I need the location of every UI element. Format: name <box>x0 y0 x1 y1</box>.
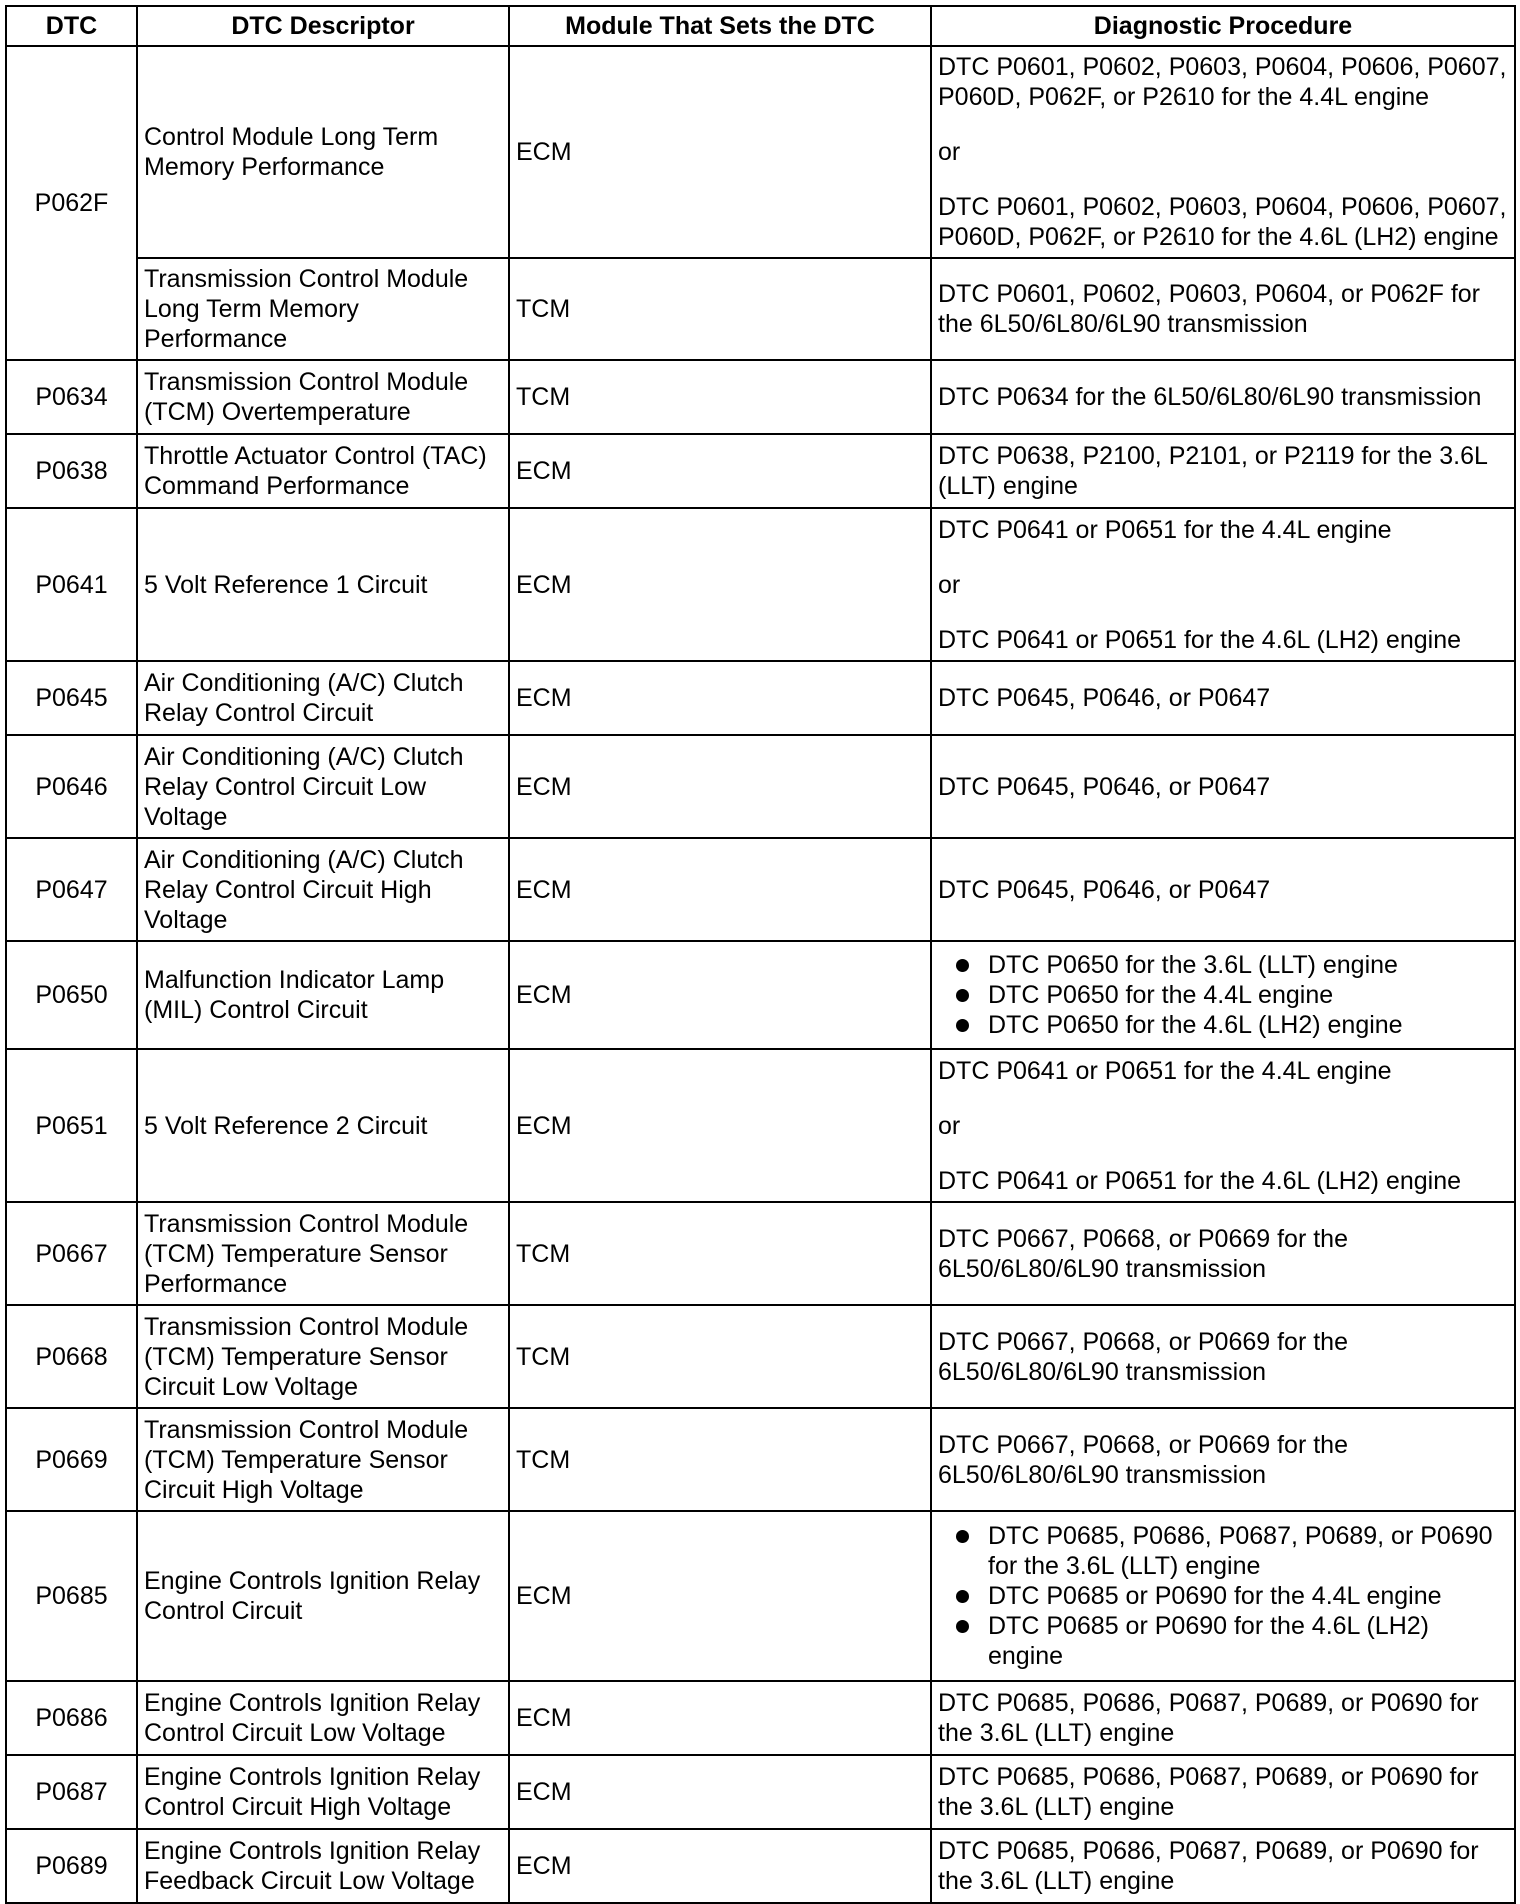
table-row <box>6 1305 1515 1408</box>
module-cell: ECM <box>509 661 931 735</box>
diagnostic-procedure-cell: DTC P0645, P0646, or P0647 <box>931 661 1515 735</box>
procedure-text: DTC P0601, P0602, P0603, P0604, P0606, P0607, P060D, P062F, or P2610 for the 4.6L (LH2) engine <box>938 193 1507 251</box>
dtc-descriptor-cell: Air Conditioning (A/C) Clutch Relay Control Circuit Low Voltage <box>137 735 509 838</box>
procedure-list-item <box>956 1010 1508 1040</box>
diagnostic-procedure-cell: DTC P0685, P0686, P0687, P0689, or P0690 for the 3.6L (LLT) engine <box>931 1829 1515 1903</box>
module-cell: TCM <box>509 1408 931 1511</box>
dtc-code-cell: P0668 <box>6 1305 137 1408</box>
dtc-code-cell: P0687 <box>6 1755 137 1829</box>
dtc-code-cell: P0651 <box>6 1049 137 1202</box>
dtc-code-cell: P0667 <box>6 1202 137 1305</box>
module-cell: ECM <box>509 508 931 661</box>
dtc-descriptor-cell: Air Conditioning (A/C) Clutch Relay Control Circuit <box>137 661 509 735</box>
dtc-descriptor-cell: Transmission Control Module Long Term Memory Performance <box>137 258 509 360</box>
procedure-bullet-list <box>938 1521 1508 1671</box>
procedure-list-text: DTC P0685 or P0690 for the 4.6L (LH2) engine <box>988 1612 1429 1670</box>
module-cell: ECM <box>509 838 931 941</box>
procedure-text: DTC P0641 or P0651 for the 4.6L (LH2) engine <box>938 1166 1461 1195</box>
bullet-icon <box>956 1590 969 1603</box>
procedure-or-separator: or <box>938 1111 961 1140</box>
dtc-code-cell: P0685 <box>6 1511 137 1681</box>
dtc-descriptor-cell: Transmission Control Module (TCM) Overtemperature <box>137 360 509 434</box>
table-row <box>6 1408 1515 1511</box>
procedure-list-item <box>956 1611 1508 1671</box>
procedure-list-text: DTC P0650 for the 4.4L engine <box>988 981 1334 1009</box>
table-row <box>6 1202 1515 1305</box>
dtc-code-cell: P062F <box>6 46 137 360</box>
procedure-list-text: DTC P0650 for the 3.6L (LLT) engine <box>988 951 1398 979</box>
diagnostic-procedure-cell: DTC P0601, P0602, P0603, P0604, or P062F for the 6L50/6L80/6L90 transmission <box>931 258 1515 360</box>
dtc-code-cell: P0634 <box>6 360 137 434</box>
diagnostic-procedure-cell: DTC P0685, P0686, P0687, P0689, or P0690 for the 3.6L (LLT) engine <box>931 1755 1515 1829</box>
module-cell: ECM <box>509 434 931 508</box>
table-row <box>6 258 1515 360</box>
procedure-list-item <box>956 1581 1508 1611</box>
bullet-icon <box>956 1530 969 1543</box>
procedure-list-text: DTC P0650 for the 4.6L (LH2) engine <box>988 1011 1403 1039</box>
diagnostic-procedure-cell <box>931 46 1515 258</box>
module-cell: TCM <box>509 1202 931 1305</box>
dtc-descriptor-cell: Engine Controls Ignition Relay Feedback Circuit Low Voltage <box>137 1829 509 1903</box>
table-row <box>6 46 1515 258</box>
module-cell: ECM <box>509 1511 931 1681</box>
dtc-descriptor-cell: Malfunction Indicator Lamp (MIL) Control Circuit <box>137 941 509 1049</box>
table-row <box>6 1511 1515 1681</box>
procedure-list-item <box>956 950 1508 980</box>
header-dtc: DTC <box>6 6 137 46</box>
module-cell: ECM <box>509 46 931 258</box>
table-row <box>6 1829 1515 1903</box>
procedure-or-separator: or <box>938 570 961 599</box>
diagnostic-procedure-cell: DTC P0667, P0668, or P0669 for the 6L50/6L80/6L90 transmission <box>931 1408 1515 1511</box>
procedure-list-item <box>956 1521 1508 1581</box>
bullet-icon <box>956 989 969 1002</box>
diagnostic-procedure-cell: DTC P0667, P0668, or P0669 for the 6L50/6L80/6L90 transmission <box>931 1202 1515 1305</box>
bullet-icon <box>956 959 969 972</box>
table-row <box>6 661 1515 735</box>
dtc-descriptor-cell: Control Module Long Term Memory Performance <box>137 46 509 258</box>
dtc-code-cell: P0638 <box>6 434 137 508</box>
procedure-or-separator: or <box>938 138 961 166</box>
dtc-code-cell: P0641 <box>6 508 137 661</box>
diagnostic-procedure-cell: DTC P0645, P0646, or P0647 <box>931 735 1515 838</box>
table-row <box>6 941 1515 1049</box>
dtc-descriptor-cell: Throttle Actuator Control (TAC) Command Performance <box>137 434 509 508</box>
table-row <box>6 838 1515 941</box>
diagnostic-procedure-cell <box>931 941 1515 1049</box>
dtc-descriptor-cell: Transmission Control Module (TCM) Temperature Sensor Circuit Low Voltage <box>137 1305 509 1408</box>
table-row <box>6 1049 1515 1202</box>
diagnostic-procedure-cell: DTC P0667, P0668, or P0669 for the 6L50/6L80/6L90 transmission <box>931 1305 1515 1408</box>
procedure-text: DTC P0601, P0602, P0603, P0604, P0606, P0607, P060D, P062F, or P2610 for the 4.4L engine <box>938 53 1507 111</box>
dtc-code-cell: P0669 <box>6 1408 137 1511</box>
bullet-icon <box>956 1620 969 1633</box>
diagnostic-procedure-cell: DTC P0645, P0646, or P0647 <box>931 838 1515 941</box>
dtc-descriptor-cell: 5 Volt Reference 1 Circuit <box>137 508 509 661</box>
module-cell: ECM <box>509 735 931 838</box>
dtc-code-cell: P0647 <box>6 838 137 941</box>
dtc-code-cell: P0645 <box>6 661 137 735</box>
dtc-descriptor-cell: Engine Controls Ignition Relay Control Circuit Low Voltage <box>137 1681 509 1755</box>
dtc-descriptor-cell: Transmission Control Module (TCM) Temperature Sensor Circuit High Voltage <box>137 1408 509 1511</box>
module-cell: ECM <box>509 1681 931 1755</box>
diagnostic-procedure-cell <box>931 1049 1515 1202</box>
dtc-descriptor-cell: Engine Controls Ignition Relay Control Circuit <box>137 1511 509 1681</box>
dtc-descriptor-cell: 5 Volt Reference 2 Circuit <box>137 1049 509 1202</box>
dtc-descriptor-cell: Air Conditioning (A/C) Clutch Relay Control Circuit High Voltage <box>137 838 509 941</box>
dtc-table <box>5 5 1516 1904</box>
diagnostic-procedure-cell <box>931 1511 1515 1681</box>
module-cell: TCM <box>509 1305 931 1408</box>
header-dtc-descriptor: DTC Descriptor <box>137 6 509 46</box>
diagnostic-procedure-cell: DTC P0634 for the 6L50/6L80/6L90 transmission <box>931 360 1515 434</box>
dtc-descriptor-cell: Engine Controls Ignition Relay Control Circuit High Voltage <box>137 1755 509 1829</box>
procedure-list-item <box>956 980 1508 1010</box>
procedure-text: DTC P0641 or P0651 for the 4.4L engine <box>938 515 1392 544</box>
module-cell: TCM <box>509 360 931 434</box>
table-body <box>6 46 1515 1903</box>
procedure-list-text: DTC P0685, P0686, P0687, P0689, or P0690 for the 3.6L (LLT) engine <box>988 1522 1493 1580</box>
dtc-code-cell: P0646 <box>6 735 137 838</box>
header-diagnostic-procedure: Diagnostic Procedure <box>931 6 1515 46</box>
diagnostic-procedure-cell: DTC P0685, P0686, P0687, P0689, or P0690 for the 3.6L (LLT) engine <box>931 1681 1515 1755</box>
dtc-code-cell: P0686 <box>6 1681 137 1755</box>
dtc-code-cell: P0689 <box>6 1829 137 1903</box>
header-row <box>6 6 1515 46</box>
diagnostic-procedure-cell <box>931 508 1515 661</box>
table-row <box>6 1755 1515 1829</box>
module-cell: ECM <box>509 1049 931 1202</box>
bullet-icon <box>956 1019 969 1032</box>
procedure-bullet-list <box>938 950 1508 1040</box>
dtc-code-cell: P0650 <box>6 941 137 1049</box>
module-cell: ECM <box>509 1755 931 1829</box>
dtc-descriptor-cell: Transmission Control Module (TCM) Temperature Sensor Performance <box>137 1202 509 1305</box>
procedure-list-text: DTC P0685 or P0690 for the 4.4L engine <box>988 1582 1442 1610</box>
diagnostic-procedure-cell: DTC P0638, P2100, P2101, or P2119 for the 3.6L (LLT) engine <box>931 434 1515 508</box>
procedure-text: DTC P0641 or P0651 for the 4.4L engine <box>938 1056 1392 1085</box>
module-cell: ECM <box>509 1829 931 1903</box>
table-row <box>6 508 1515 661</box>
table-row <box>6 1681 1515 1755</box>
module-cell: ECM <box>509 941 931 1049</box>
header-module: Module That Sets the DTC <box>509 6 931 46</box>
table-row <box>6 735 1515 838</box>
procedure-text: DTC P0641 or P0651 for the 4.6L (LH2) engine <box>938 625 1461 654</box>
module-cell: TCM <box>509 258 931 360</box>
table-row <box>6 434 1515 508</box>
table-row <box>6 360 1515 434</box>
